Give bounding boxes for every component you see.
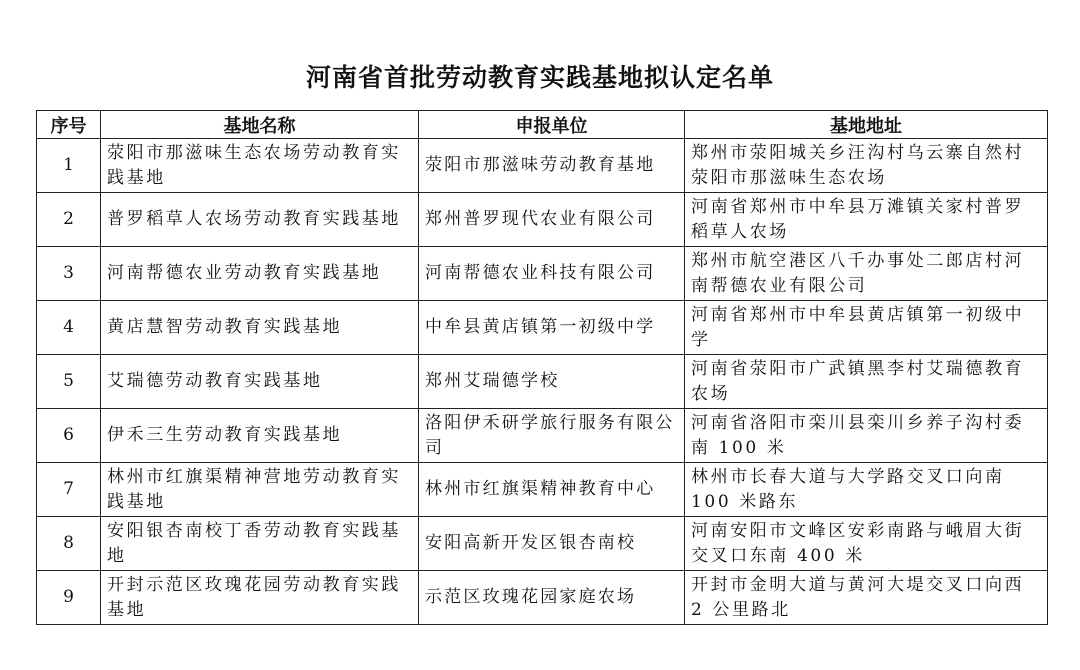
base-name: 林州市红旗渠精神营地劳动教育实践基地 <box>101 463 419 517</box>
table-row <box>37 247 1048 301</box>
base-name: 荥阳市那滋味生态农场劳动教育实践基地 <box>101 139 419 193</box>
base-name: 安阳银杏南校丁香劳动教育实践基地 <box>101 517 419 571</box>
base-name: 艾瑞德劳动教育实践基地 <box>101 355 419 409</box>
base-name: 伊禾三生劳动教育实践基地 <box>101 409 419 463</box>
row-number: 7 <box>37 463 101 517</box>
applicant-unit: 中牟县黄店镇第一初级中学 <box>419 301 685 355</box>
table-row <box>37 463 1048 517</box>
header-applicant-unit: 申报单位 <box>419 111 685 139</box>
row-number: 2 <box>37 193 101 247</box>
table-row <box>37 355 1048 409</box>
row-number: 6 <box>37 409 101 463</box>
table-row <box>37 571 1048 625</box>
applicant-unit: 郑州普罗现代农业有限公司 <box>419 193 685 247</box>
row-number: 4 <box>37 301 101 355</box>
base-name: 黄店慧智劳动教育实践基地 <box>101 301 419 355</box>
applicant-unit: 河南帮德农业科技有限公司 <box>419 247 685 301</box>
document-title: 河南省首批劳动教育实践基地拟认定名单 <box>305 63 774 92</box>
table-row <box>37 193 1048 247</box>
header-base-address: 基地地址 <box>685 111 1048 139</box>
base-name: 开封示范区玫瑰花园劳动教育实践基地 <box>101 571 419 625</box>
table-row <box>37 301 1048 355</box>
base-list-table <box>36 110 1048 625</box>
table-row <box>37 139 1048 193</box>
applicant-unit: 示范区玫瑰花园家庭农场 <box>419 571 685 625</box>
row-number: 8 <box>37 517 101 571</box>
row-number: 5 <box>37 355 101 409</box>
applicant-unit: 安阳高新开发区银杏南校 <box>419 517 685 571</box>
table-row <box>37 409 1048 463</box>
table-header-row <box>37 111 1048 139</box>
applicant-unit: 郑州艾瑞德学校 <box>419 355 685 409</box>
base-address: 开封市金明大道与黄河大堤交叉口向西 2 公里路北 <box>685 571 1048 625</box>
base-address: 河南省郑州市中牟县万滩镇关家村普罗稻草人农场 <box>685 193 1048 247</box>
table-row <box>37 517 1048 571</box>
row-number: 9 <box>37 571 101 625</box>
base-address: 河南省洛阳市栾川县栾川乡养子沟村委南 100 米 <box>685 409 1048 463</box>
row-number: 3 <box>37 247 101 301</box>
row-number: 1 <box>37 139 101 193</box>
applicant-unit: 荥阳市那滋味劳动教育基地 <box>419 139 685 193</box>
header-serial-number: 序号 <box>37 111 101 139</box>
base-address: 河南省郑州市中牟县黄店镇第一初级中学 <box>685 301 1048 355</box>
base-name: 普罗稻草人农场劳动教育实践基地 <box>101 193 419 247</box>
base-name: 河南帮德农业劳动教育实践基地 <box>101 247 419 301</box>
applicant-unit: 洛阳伊禾研学旅行服务有限公司 <box>419 409 685 463</box>
base-address: 河南省荥阳市广武镇黑李村艾瑞德教育农场 <box>685 355 1048 409</box>
base-address: 郑州市荥阳城关乡汪沟村乌云寨自然村荥阳市那滋味生态农场 <box>685 139 1048 193</box>
header-base-name: 基地名称 <box>101 111 419 139</box>
base-address: 林州市长春大道与大学路交叉口向南 100 米路东 <box>685 463 1048 517</box>
applicant-unit: 林州市红旗渠精神教育中心 <box>419 463 685 517</box>
base-address: 郑州市航空港区八千办事处二郎店村河南帮德农业有限公司 <box>685 247 1048 301</box>
base-address: 河南安阳市文峰区安彩南路与峨眉大街交叉口东南 400 米 <box>685 517 1048 571</box>
